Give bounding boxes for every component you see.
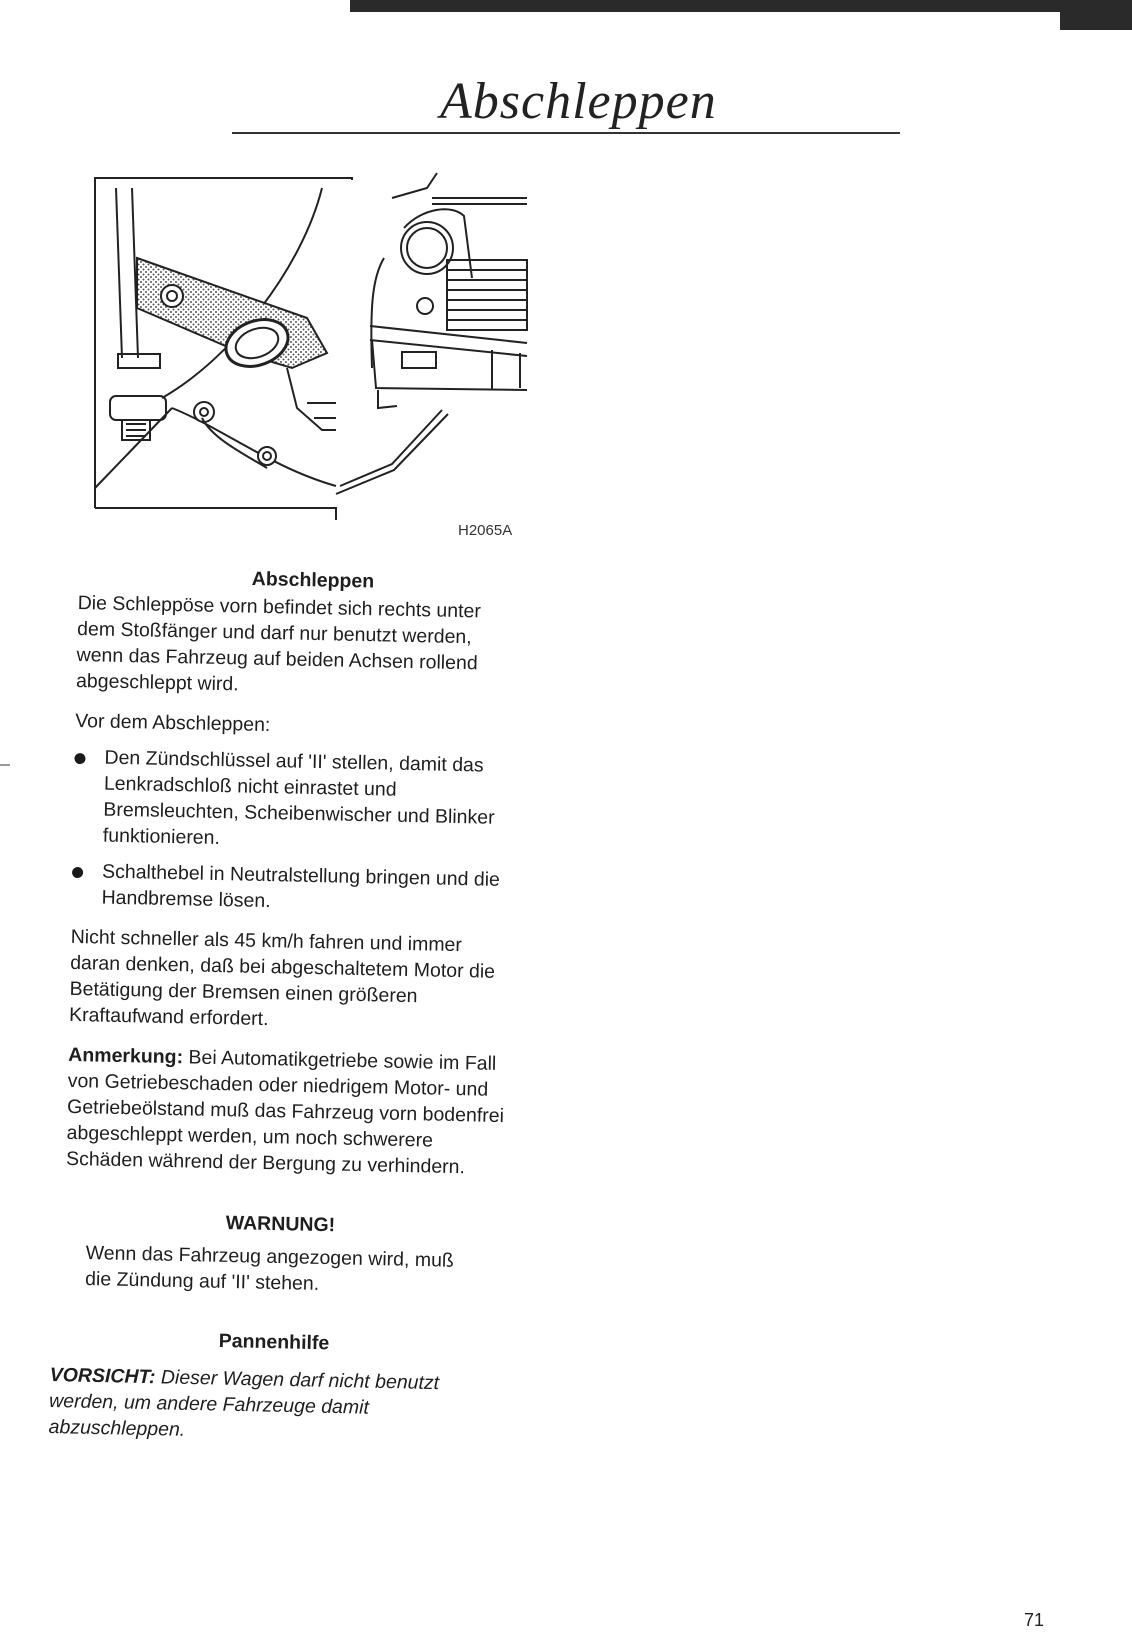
list-item: Den Zündschlüssel auf 'II' stellen, damit das Lenkradschloß nicht einrastet und Bremsleuchten, Scheibenwischer und Blinker funktionieren. (73, 744, 515, 857)
margin-mark (0, 764, 10, 766)
scan-corner-edge (1060, 0, 1132, 30)
note-text: Bei Automatikgetriebe sowie im Fall von Getriebeschaden oder niedrigem Motor- und Getriebeölstand muß das Fahrzeug vorn bodenfrei abgeschleppt werden, um noch schwerere Schäden während der Bergung zu verhindern. (65, 1046, 505, 1179)
intro-paragraph: Die Schleppöse vorn befindet sich rechts unter dem Stoßfänger und darf nur benutzt werden, wenn das Fahrzeug auf beiden Achsen rollend abgeschleppt wird. (75, 591, 482, 696)
detail-view (95, 178, 352, 520)
page-title: Abschleppen (440, 73, 717, 130)
bullet-icon (72, 867, 83, 878)
list-item: Schalthebel in Neutralstellung bringen und die Handbremse lösen. (71, 858, 512, 919)
title-rule (232, 132, 900, 134)
section-heading-pannenhilfe: Pannenhilfe (218, 1330, 330, 1355)
note-paragraph (66, 1042, 509, 1181)
caution-label: VORSICHT: (49, 1363, 156, 1389)
warning-text: Wenn das Fahrzeug angezogen wird, muß die Zündung auf 'II' stehen. (84, 1241, 455, 1295)
caution-text: Dieser Wagen darf nicht benutzt werden, um andere Fahrzeuge damit abzuschleppen. (48, 1366, 440, 1441)
speed-note: Nicht schneller als 45 km/h fahren und immer daran denken, daß bei abgeschaltetem Motor die Betätigung der Bremsen einen größeren Kraftaufwand erfordert. (68, 925, 496, 1031)
caution-paragraph (48, 1362, 450, 1448)
before-towing-list (71, 744, 514, 919)
bullet-icon (74, 753, 85, 764)
figure-code: H2065A (458, 522, 513, 539)
section-body-abschleppen (66, 590, 518, 1181)
page-number: 71 (1024, 1610, 1045, 1630)
towing-eye-illustration (92, 168, 562, 538)
scan-top-edge (350, 0, 1132, 12)
before-towing-label: Vor dem Abschleppen: (75, 709, 271, 737)
car-front-view (336, 173, 527, 494)
note-label: Anmerkung: (68, 1043, 184, 1069)
section-heading-abschleppen: Abschleppen (251, 568, 375, 593)
warning-heading: WARNUNG! (225, 1212, 336, 1237)
